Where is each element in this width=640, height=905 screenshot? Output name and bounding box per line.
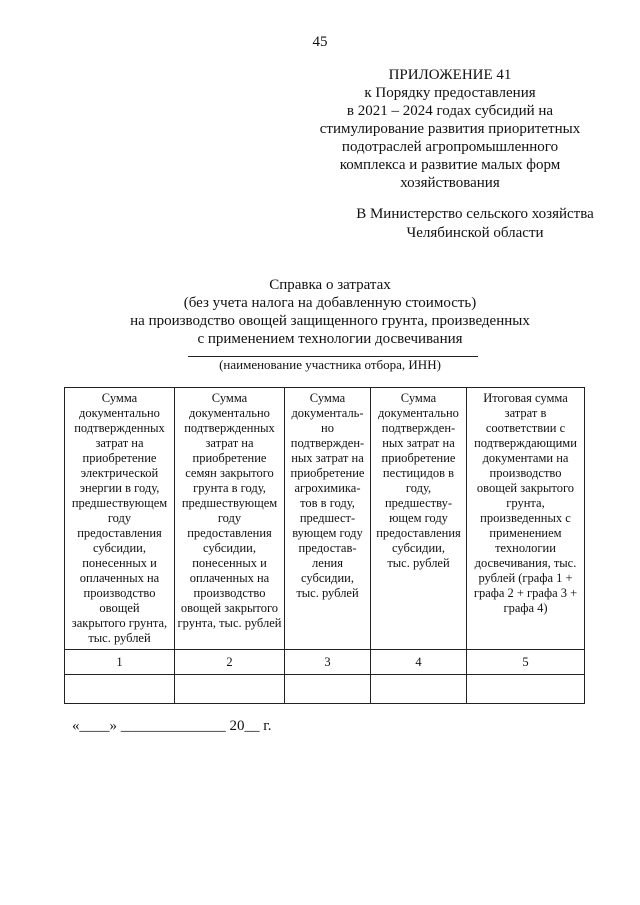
header-line: семян закрытого [185, 466, 274, 480]
header-line: Сумма [211, 391, 248, 405]
header-cell-electricity [65, 388, 175, 650]
header-line: подтвержден- [381, 421, 456, 435]
header-line: оплаченных на [79, 571, 160, 585]
header-line: рублей (графа 1 + [478, 571, 573, 585]
column-number: 1 [65, 650, 175, 675]
header-line: тыс. рублей [88, 631, 151, 645]
header-line: приобретение [381, 451, 456, 465]
header-line: субсидии, [301, 571, 354, 585]
header-line: Итоговая сумма [483, 391, 568, 405]
costs-table [64, 387, 585, 704]
appendix-line: в 2021 – 2024 годах субсидий на [346, 103, 554, 119]
header-line: году [107, 511, 132, 525]
entry-cell[interactable] [65, 675, 175, 704]
header-line: субсидии, [392, 541, 445, 555]
document-title [60, 276, 600, 348]
header-line: ления [312, 556, 343, 570]
date-signature-line: «____» ______________ 20__ г. [72, 718, 272, 734]
title-line: Справка о затратах [269, 277, 391, 293]
header-line: графа 4) [503, 601, 548, 615]
header-line: затрат на [95, 436, 144, 450]
addressee-line: Челябинской области [406, 224, 544, 241]
participant-caption: (наименование участника отбора, ИНН) [219, 357, 441, 372]
column-number-row [65, 650, 585, 675]
header-line: закрытого грунта, [71, 616, 168, 630]
header-line: приобретение [290, 466, 365, 480]
header-line: вующем году [292, 526, 363, 540]
header-line: грунта, [506, 496, 545, 510]
header-line: документально [189, 406, 270, 420]
header-line: предшествующем [71, 496, 168, 510]
addressee-line: В Министерство сельского хозяйства [356, 206, 594, 222]
header-line: электрической [80, 466, 159, 480]
entry-cell[interactable] [467, 675, 585, 704]
header-line: ных затрат на [382, 436, 455, 450]
appendix-line: стимулирование развития приоритетных [319, 121, 581, 137]
header-line: затрат на [205, 436, 254, 450]
column-number: 3 [285, 650, 371, 675]
header-line: произведенных с [480, 511, 571, 525]
header-line: документами на [482, 451, 569, 465]
header-line: ющем году [389, 511, 448, 525]
header-line: тыс. рублей [296, 586, 359, 600]
entry-cell[interactable] [285, 675, 371, 704]
addressee [330, 205, 620, 242]
appendix-line: комплекса и развитие малых форм [339, 157, 561, 173]
appendix-reference [305, 66, 595, 192]
appendix-line: хозяйствования [400, 175, 500, 191]
header-line: предоставления [187, 526, 272, 540]
entry-cell[interactable] [175, 675, 285, 704]
header-line: понесенных и [82, 556, 157, 570]
header-line: агрохимика- [294, 481, 361, 495]
header-line: субсидии, [93, 541, 146, 555]
header-line: Сумма [400, 391, 437, 405]
header-line: оплаченных на [189, 571, 270, 585]
header-line: документально [79, 406, 160, 420]
header-line: предоставления [77, 526, 162, 540]
header-line: году, [405, 481, 432, 495]
header-line: досвечивания, тыс. [474, 556, 577, 570]
header-line: энергии в году, [79, 481, 160, 495]
title-line: (без учета налога на добавленную стоимость) [183, 295, 477, 311]
header-line: предоставления [376, 526, 461, 540]
appendix-line: ПРИЛОЖЕНИЕ 41 [388, 67, 512, 83]
header-line: предшеству- [384, 496, 453, 510]
header-line: предшествующем [181, 496, 278, 510]
header-cell-total [467, 388, 585, 650]
header-line: Сумма [309, 391, 346, 405]
header-line: овощей закрытого [476, 481, 575, 495]
data-entry-row [65, 675, 585, 704]
header-line: ных затрат на [291, 451, 364, 465]
header-line: году [217, 511, 242, 525]
header-line: соответствии с [485, 421, 566, 435]
header-line: субсидии, [203, 541, 256, 555]
page-number: 45 [312, 34, 328, 50]
column-number: 2 [175, 650, 285, 675]
column-number: 4 [371, 650, 467, 675]
header-line: грунта, тыс. рублей [177, 616, 282, 630]
header-cell-agrochemicals [285, 388, 371, 650]
title-line: на производство овощей защищенного грунта, произведенных [130, 313, 530, 329]
header-line: предшест- [299, 511, 356, 525]
appendix-line: к Порядку предоставления [364, 85, 536, 101]
header-line: подтвержденных [74, 421, 165, 435]
header-line: но [321, 421, 334, 435]
header-line: овощей [99, 601, 140, 615]
header-line: приобретение [192, 451, 267, 465]
header-line: графа 2 + графа 3 + [473, 586, 578, 600]
header-line: документаль- [291, 406, 364, 420]
header-line: Сумма [101, 391, 138, 405]
header-line: приобретение [82, 451, 157, 465]
header-line: подтвержден- [290, 436, 365, 450]
header-line: производство [489, 466, 562, 480]
header-line: технологии [495, 541, 556, 555]
header-cell-seeds [175, 388, 285, 650]
header-line: грунта в году, [193, 481, 266, 495]
header-line: тыс. рублей [387, 556, 450, 570]
header-line: производство [83, 586, 156, 600]
header-cell-pesticides [371, 388, 467, 650]
header-line: понесенных и [192, 556, 267, 570]
header-line: документально [378, 406, 459, 420]
header-line: производство [193, 586, 266, 600]
table-header-row [65, 388, 585, 650]
column-number: 5 [467, 650, 585, 675]
entry-cell[interactable] [371, 675, 467, 704]
header-line: затрат в [504, 406, 547, 420]
header-line: подтверждающими [474, 436, 577, 450]
header-line: овощей закрытого [180, 601, 279, 615]
header-line: подтвержденных [184, 421, 275, 435]
appendix-line: подотраслей агропромышленного [341, 139, 559, 155]
header-line: предостав- [298, 541, 357, 555]
header-line: пестицидов в [382, 466, 455, 480]
title-line: с применением технологии досвечивания [197, 331, 463, 347]
header-line: тов в году, [300, 496, 355, 510]
header-line: применением [489, 526, 562, 540]
